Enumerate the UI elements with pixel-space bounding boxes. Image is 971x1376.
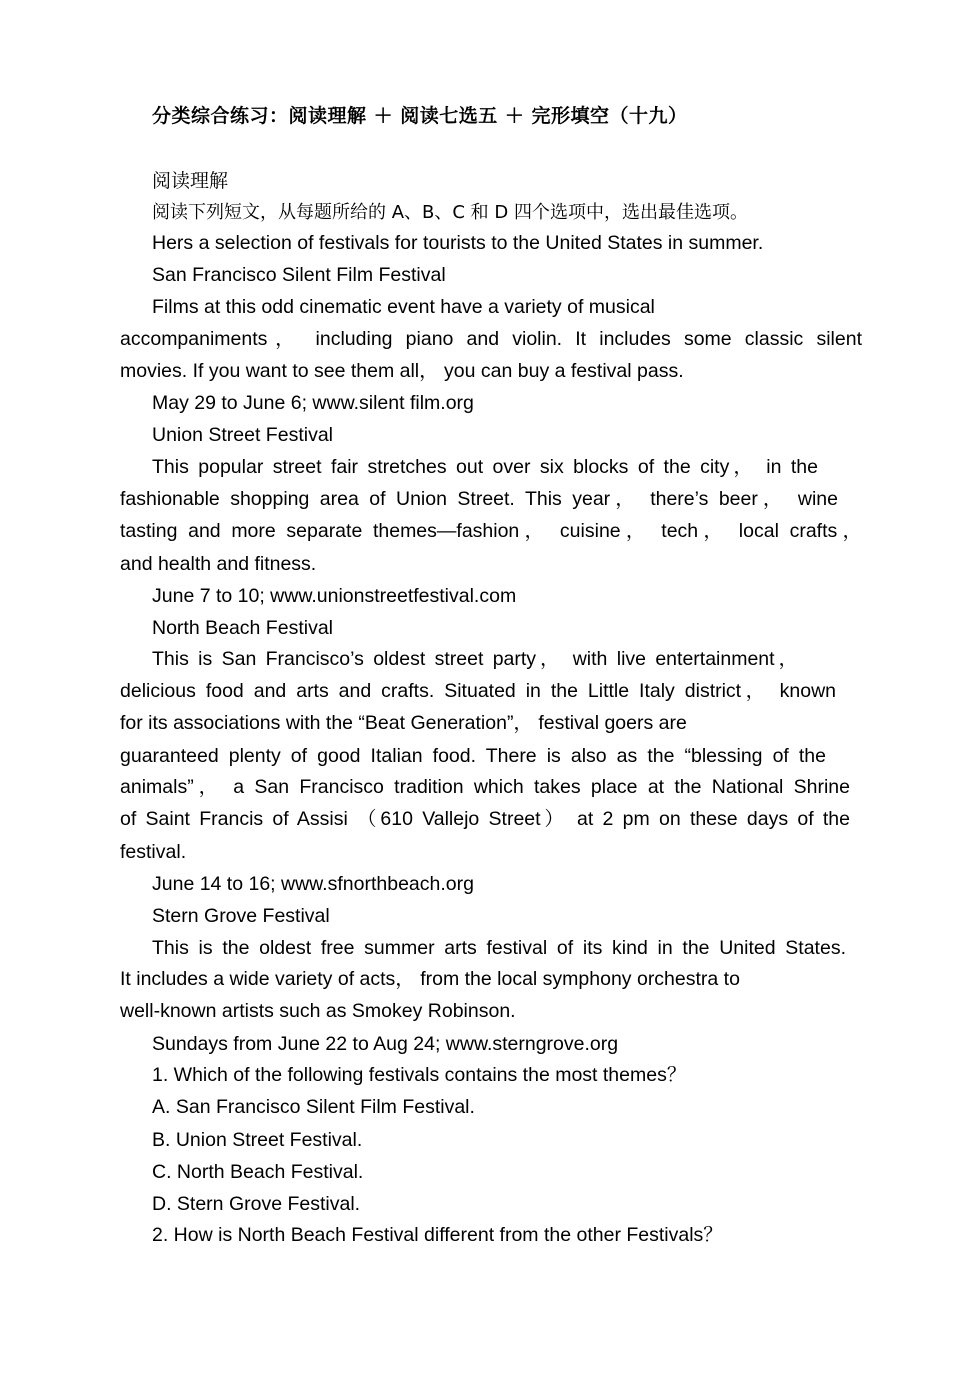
festival-description-line: This popular street fair stretches out over six blocks of the city， in the — [152, 456, 818, 478]
festival-description-line: tasting and more separate themes—fashion， cuisine， tech， local crafts， — [120, 520, 862, 542]
intro-text: Hers a selection of festivals for tourists to the United States in summer. — [152, 232, 764, 254]
festival-description-line: This is the oldest free summer arts festival of its kind in the United States. — [152, 937, 846, 959]
festival-description-line: guaranteed plenty of good Italian food. There is also as the “blessing of the — [120, 745, 826, 767]
festival-description-line: for its associations with the “Beat Generation”， festival goers are — [120, 712, 687, 734]
festival-description-line: well-known artists such as Smokey Robinson. — [120, 1000, 516, 1022]
festival-name: Union Street Festival — [152, 424, 333, 446]
festival-description-line: delicious food and arts and crafts. Situated in the Little Italy district， known — [120, 680, 836, 702]
instruction-text: 阅读下列短文，从每题所给的 A、B、C 和 D 四个选项中，选出最佳选项。 — [152, 202, 748, 223]
festival-dates-website: Sundays from June 22 to Aug 24; www.sterngrove.org — [152, 1033, 619, 1055]
question-stem: 1. Which of the following festivals contains the most themes？ — [152, 1064, 687, 1086]
question-stem: 2. How is North Beach Festival different from the other Festivals？ — [152, 1224, 723, 1246]
festival-description-line: It includes a wide variety of acts， from the local symphony orchestra to — [120, 968, 740, 990]
festival-name: Stern Grove Festival — [152, 905, 330, 927]
answer-option-c: C. North Beach Festival. — [152, 1161, 364, 1183]
festival-description-line: This is San Francisco’s oldest street party， with live entertainment， — [152, 648, 798, 670]
festival-name: San Francisco Silent Film Festival — [152, 264, 446, 286]
festival-description-line: accompaniments， including piano and violin. It includes some classic silent — [120, 328, 862, 350]
answer-option-d: D. Stern Grove Festival. — [152, 1193, 361, 1215]
festival-dates-website: June 7 to 10; www.unionstreetfestival.com — [152, 585, 517, 607]
festival-description-line: movies. If you want to see them all， you can buy a festival pass. — [120, 360, 684, 382]
answer-option-a: A. San Francisco Silent Film Festival. — [152, 1096, 475, 1118]
festival-dates-website: June 14 to 16; www.sfnorthbeach.org — [152, 873, 474, 895]
festival-description-line: festival. — [120, 841, 187, 863]
festival-description-line: Films at this odd cinematic event have a variety of musical — [152, 296, 655, 318]
page-title: 分类综合练习：阅读理解 ＋ 阅读七选五 ＋ 完形填空（十九） — [152, 105, 688, 127]
answer-option-b: B. Union Street Festival. — [152, 1129, 363, 1151]
festival-description-line: of Saint Francis of Assisi （610 Vallejo Street） at 2 pm on these days of the — [120, 808, 850, 830]
festival-description-line: animals”， a San Francisco tradition which takes place at the National Shrine — [120, 776, 850, 798]
festival-name: North Beach Festival — [152, 617, 333, 639]
festival-description-line: fashionable shopping area of Union Street. This year， there’s beer， wine — [120, 488, 838, 510]
festival-dates-website: May 29 to June 6; www.silent film.org — [152, 392, 474, 414]
section-heading: 阅读理解 — [152, 170, 229, 192]
festival-description-line: and health and fitness. — [120, 553, 317, 575]
